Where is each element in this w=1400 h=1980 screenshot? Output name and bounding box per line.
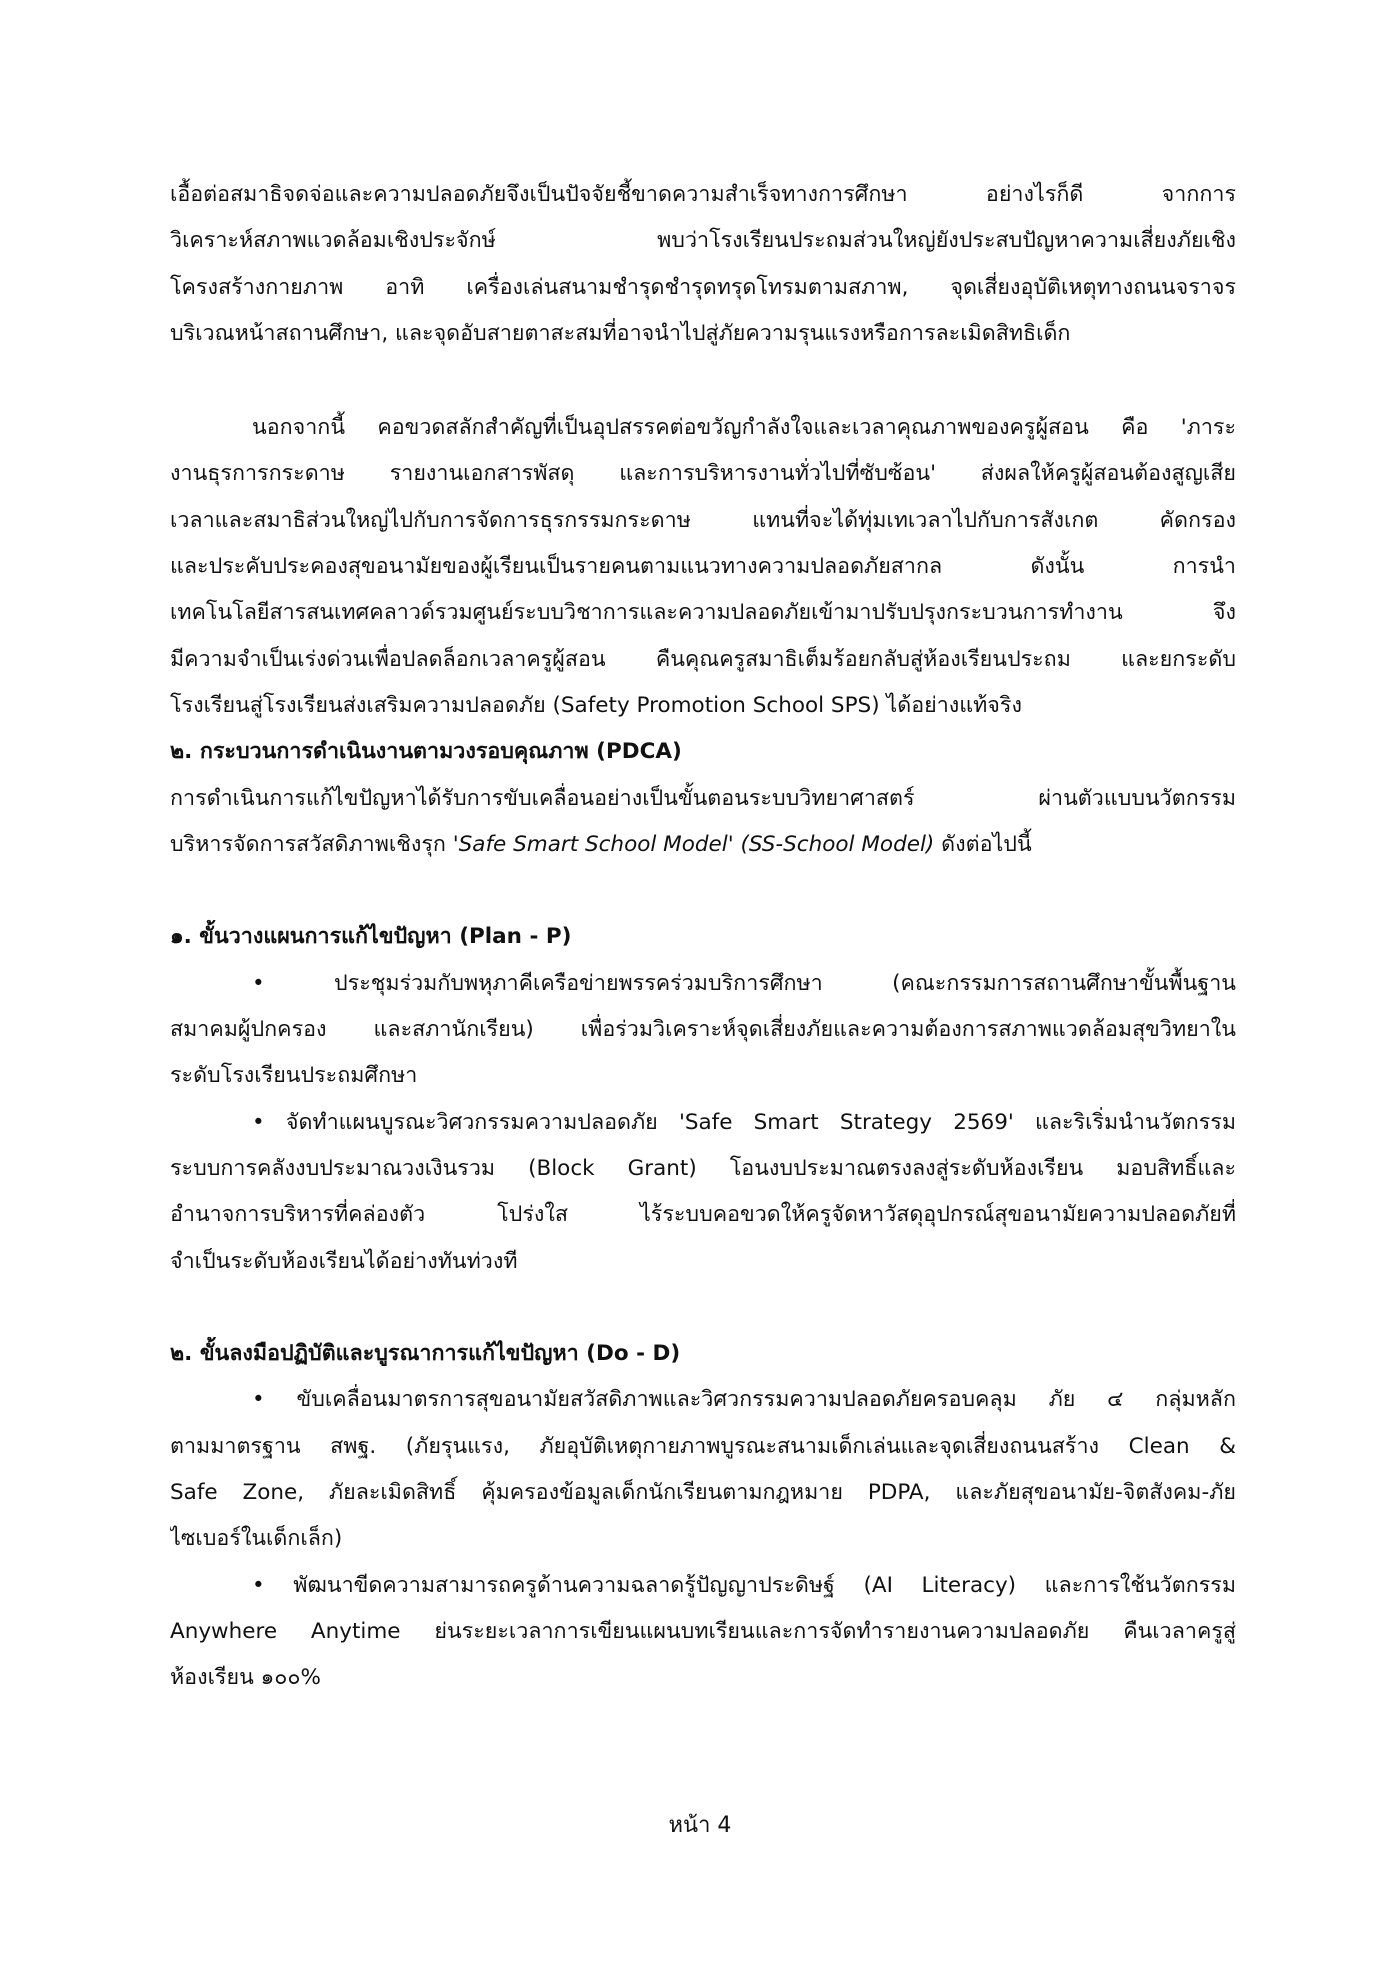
bullet-line: อำนาจการบริหารที่คล่องตัว โปร่งใส ไร้ระบบคอขวดให้ครูจัดหาวัสดุอุปกรณ์สุขอนามัยความปลอดภัยที่: [170, 1202, 1236, 1228]
intro-prefix: บริหารจัดการสวัสดิภาพเชิงรุก: [170, 831, 453, 857]
section-intro-line: [170, 822, 1236, 868]
document-page: [170, 172, 1236, 1702]
bullet-line: • จัดทำแผนบูรณะวิศวกรรมความปลอดภัย 'Safe Smart Strategy 2569' และริเริ่มนำนวัตกรรม: [252, 1109, 1236, 1135]
paragraph-line: วิเคราะห์สภาพแวดล้อมเชิงประจักษ์ พบว่าโรงเรียนประถมส่วนใหญ่ยังประสบปัญหาความเสี่ยงภัยเชิง: [170, 228, 1236, 254]
bullet-line: Anywhere Anytime ย่นระยะเวลาการเขียนแผนบทเรียนและการจัดทำรายงานความปลอดภัย คืนเวลาครูสู่: [170, 1618, 1236, 1644]
bullet-line: • ขับเคลื่อนมาตรการสุขอนามัยสวัสดิภาพและวิศวกรรมความปลอดภัยครอบคลุม ภัย ๔ กลุ่มหลัก: [252, 1387, 1236, 1413]
bullet-line: • ประชุมร่วมกับพหุภาคีเครือข่ายพรรคร่วมบริการศึกษา (คณะกรรมการสถานศึกษาขั้นพื้นฐาน: [252, 970, 1236, 996]
bullet-line: ระบบการคลังงบประมาณวงเงินรวม (Block Grant) โอนงบประมาณตรงลงสู่ระดับห้องเรียน มอบสิทธิ์และ: [170, 1155, 1236, 1181]
paragraph-line: โรงเรียนสู่โรงเรียนส่งเสริมความปลอดภัย (Safety Promotion School SPS) ได้อย่างแท้จริง: [170, 692, 1022, 718]
intro-suffix: ดังต่อไปนี้: [934, 831, 1032, 857]
bullet-line: จำเป็นระดับห้องเรียนได้อย่างทันท่วงที: [170, 1248, 518, 1274]
paragraph-2: [170, 405, 1236, 729]
spacer: [170, 357, 1236, 405]
section-heading: ๒. กระบวนการดำเนินงานตามวงรอบคุณภาพ (PDCA): [170, 739, 682, 765]
paragraph-line: เวลาและสมาธิส่วนใหญ่ไปกับการจัดการธุรกรรมกระดาษ แทนที่จะได้ทุ่มเทเวลาไปกับการสังเกต คัดกรอง: [170, 507, 1236, 533]
step-heading: ๒. ขั้นลงมือปฏิบัติและบูรณาการแก้ไขปัญหา (Do - D): [170, 1341, 681, 1367]
step-heading: ๑. ขั้นวางแผนการแก้ไขปัญหา (Plan - P): [170, 924, 572, 950]
bullet-line: Safe Zone, ภัยละเมิดสิทธิ์ คุ้มครองข้อมูลเด็กนักเรียนตามกฎหมาย PDPA, และภัยสุขอนามัย-จิตสังคม-ภัย: [170, 1480, 1236, 1506]
spacer: [170, 1285, 1236, 1331]
section-intro-line: การดำเนินการแก้ไขปัญหาได้รับการขับเคลื่อนอย่างเป็นขั้นตอนระบบวิทยาศาสตร์ ผ่านตัวแบบนวัตกรรม: [170, 785, 1236, 811]
section-2: [170, 729, 1236, 868]
paragraph-line: เทคโนโลยีสารสนเทศคลาวด์รวมศูนย์ระบบวิชาการและความปลอดภัยเข้ามาปรับปรุงกระบวนการทำงาน จึง: [170, 600, 1236, 626]
paragraph-1: [170, 172, 1236, 357]
bullet-line: ห้องเรียน ๑๐๐%: [170, 1665, 321, 1691]
paragraph-line: เอื้อต่อสมาธิจดจ่อและความปลอดภัยจึงเป็นปัจจัยชี้ขาดความสำเร็จทางการศึกษา อย่างไรก็ดี จากการ: [170, 182, 1236, 207]
paragraph-line: บริเวณหน้าสถานศึกษา, และจุดอับสายตาสะสมที่อาจนำไปสู่ภัยความรุนแรงหรือการละเมิดสิทธิเด็ก: [170, 320, 1071, 346]
bullet-line: • พัฒนาขีดความสามารถครูด้านความฉลาดรู้ปัญญาประดิษฐ์ (AI Literacy) และการใช้นวัตกรรม: [252, 1572, 1236, 1598]
bullet-line: ไซเบอร์ในเด็กเล็ก): [170, 1526, 343, 1552]
paragraph-line: โครงสร้างกายภาพ อาทิ เครื่องเล่นสนามชำรุดชำรุดทรุดโทรมตามสภาพ, จุดเสี่ยงอุบัติเหตุทางถนนจราจร: [170, 274, 1236, 300]
paragraph-line: และประคับประคองสุขอนามัยของผู้เรียนเป็นรายคนตามแนวทางความปลอดภัยสากล ดังนั้น การนำ: [170, 554, 1236, 580]
paragraph-line: นอกจากนี้ คอขวดสลักสำคัญที่เป็นอุปสรรคต่อขวัญกำลังใจและเวลาคุณภาพของครูผู้สอน คือ 'ภาระ: [252, 415, 1236, 441]
paragraph-line: งานธุรการกระดาษ รายงานเอกสารพัสดุ และการบริหารงานทั่วไปที่ซับซ้อน' ส่งผลให้ครูผู้สอนต้องสูญเสีย: [170, 461, 1236, 487]
step-do: [170, 1331, 1236, 1701]
page-number: หน้า 4: [668, 1813, 732, 1838]
model-name: 'Safe Smart School Model' (SS-School Model): [452, 831, 935, 857]
step-plan: [170, 914, 1236, 1284]
bullet-line: สมาคมผู้ปกครอง และสภานักเรียน) เพื่อร่วมวิเคราะห์จุดเสี่ยงภัยและความต้องการสภาพแวดล้อมสุขวิทยาใน: [170, 1017, 1236, 1043]
bullet-line: ระดับโรงเรียนประถมศึกษา: [170, 1063, 418, 1089]
spacer: [170, 868, 1236, 914]
bullet-line: ตามมาตรฐาน สพฐ. (ภัยรุนแรง, ภัยอุบัติเหตุกายภาพบูรณะสนามเด็กเล่นและจุดเสี่ยงถนนสร้าง Clean &: [170, 1433, 1236, 1459]
paragraph-line: มีความจำเป็นเร่งด่วนเพื่อปลดล็อกเวลาครูผู้สอน คืนคุณครูสมาธิเต็มร้อยกลับสู่ห้องเรียนประถม และยกระดับ: [170, 646, 1236, 672]
